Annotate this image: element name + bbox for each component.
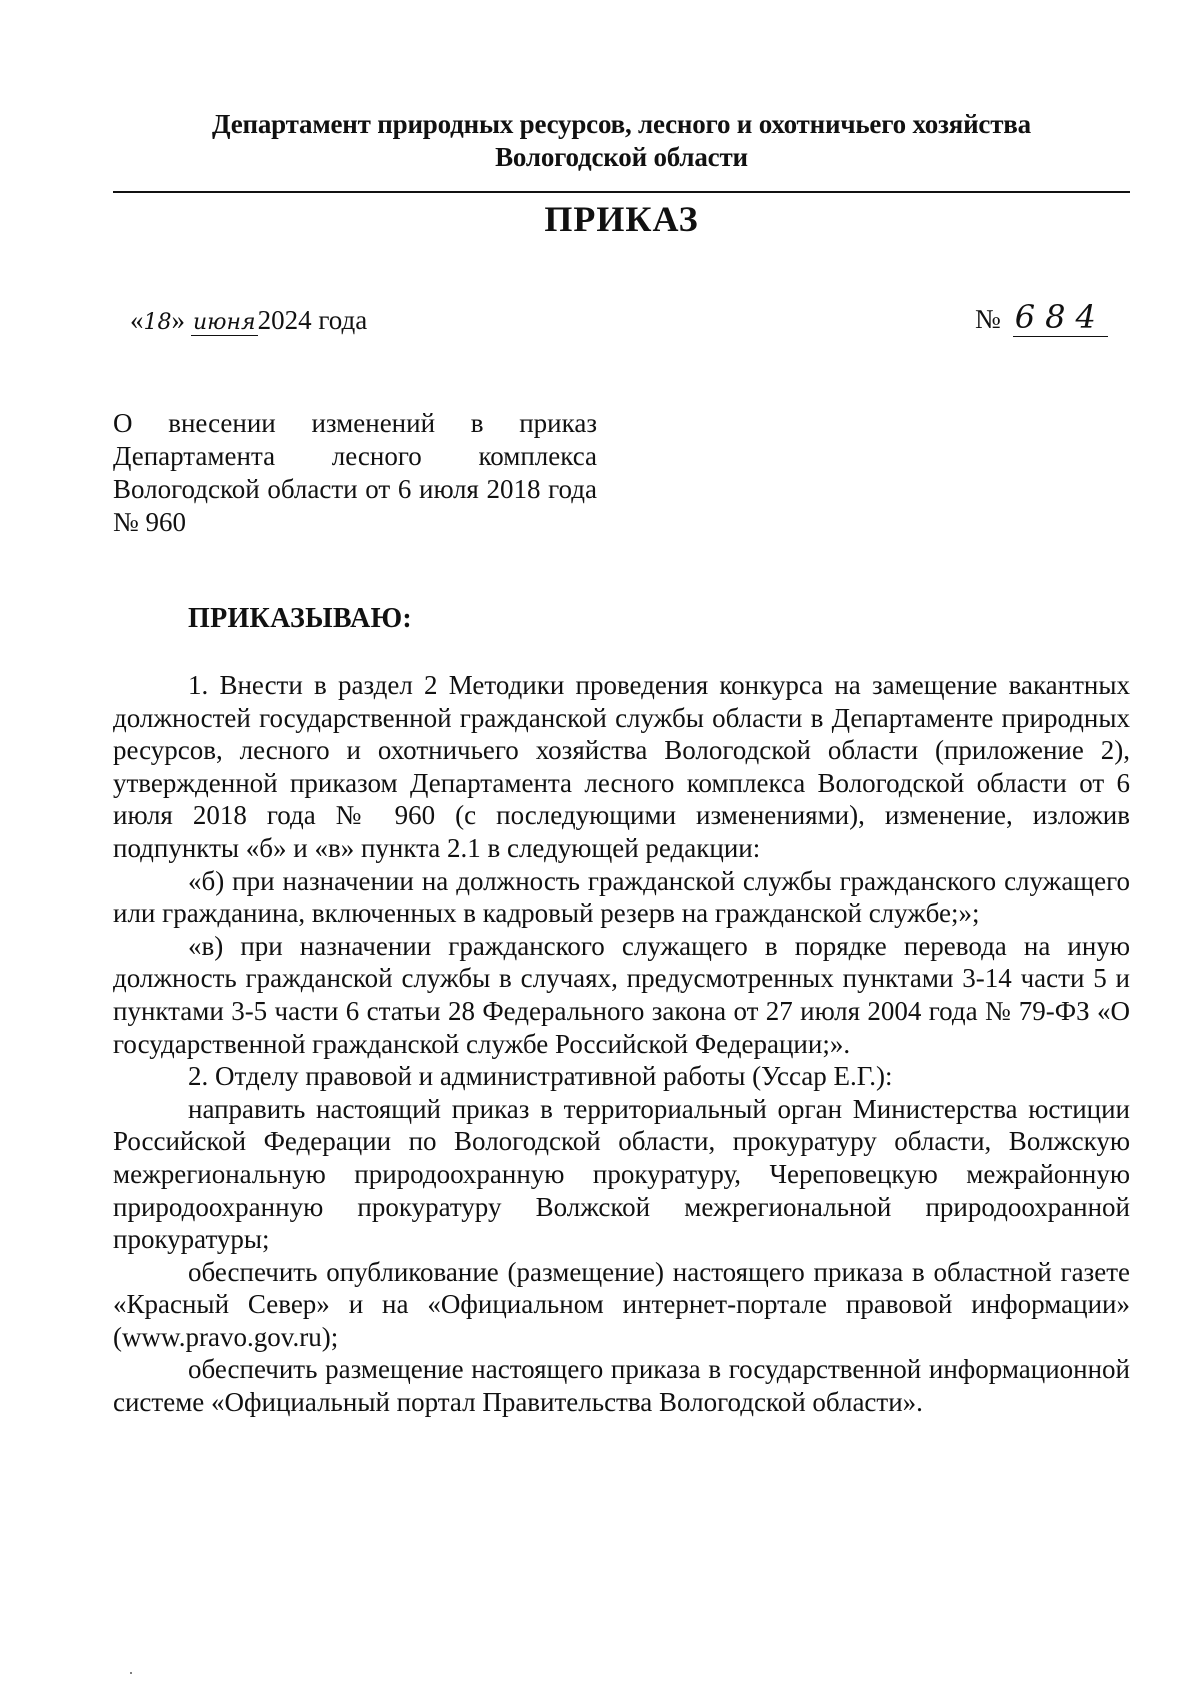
date-open-quote: « (130, 305, 144, 335)
document-number (975, 298, 1108, 337)
paragraph-2-portal: обеспечить размещение настоящего приказа в государственной информационной системе «Официальный портал Правительства Вологодской области». (113, 1354, 1130, 1418)
number-label: № (975, 304, 1001, 334)
header-divider (113, 191, 1130, 193)
paragraph-2-publish: обеспечить опубликование (размещение) настоящего приказа в областной газете «Красный Север» и на «Официальном интернет-портале правовой информации» (www.pravo.gov.ru); (113, 1256, 1130, 1352)
order-keyword: ПРИКАЗЫВАЮ: (188, 603, 413, 634)
organization-name-line1: Департамент природных ресурсов, лесного и охотничьего хозяйства (212, 109, 1031, 139)
number-value-handwritten: 684 (1014, 298, 1106, 336)
document-subject: О внесении изменений в приказ Департамента лесного комплекса Вологодской области от 6 июля 2018 года № 960 (113, 408, 597, 537)
date-close-quote: » (171, 305, 185, 335)
organization-name-line2: Вологодской области (495, 142, 748, 172)
document-body (113, 669, 1130, 1419)
paragraph-1: 1. Внести в раздел 2 Методики проведения конкурса на замещение вакантных должностей государственной гражданской службы области в Департаменте природных ресурсов, лесного и охотничьего хозяйства Вологодской области (приложение 2), утвержденной приказом Департамента лесного комплекса Вологодской области от 6 июля 2018 года № 960 (с последующими изменениями), изменение, изложив подпункты «б» и «в» пункта 2.1 в следующей редакции: (113, 670, 1130, 863)
paragraph-subitem-v: «в) при назначении гражданского служащего в порядке перевода на иную должность гражданской службы в случаях, предусмотренных пунктами 3-14 части 5 и пунктами 3-5 части 6 статьи 28 Федерального закона от 27 июля 2004 года № 79-ФЗ «О государственной гражданской службе Российской Федерации;». (113, 930, 1130, 1059)
date-day-handwritten: 18 (143, 310, 172, 335)
date-month-handwritten: июня (193, 310, 256, 335)
paragraph-subitem-b: «б) при назначении на должность гражданской службы гражданского служащего или гражданина, включенных в кадровый резерв на гражданской службе;»; (113, 865, 1130, 929)
paragraph-2-direct: направить настоящий приказ в территориальный орган Министерства юстиции Российской Федерации по Вологодской области, прокуратуру области, Волжскую межрегиональную природоохранную прокуратуру, Череповецкую межрайонную природоохранную прокуратуру Волжской межрегиональной природоохранной прокуратуры; (113, 1093, 1130, 1255)
paragraph-2: 2. Отделу правовой и административной работы (Уссар Е.Г.): (188, 1061, 893, 1092)
document-date (130, 305, 367, 336)
scan-speck (130, 1672, 132, 1674)
document-header (113, 108, 1130, 174)
date-year: 2024 года (257, 305, 368, 335)
document-type-title: ПРИКАЗ (544, 199, 699, 239)
